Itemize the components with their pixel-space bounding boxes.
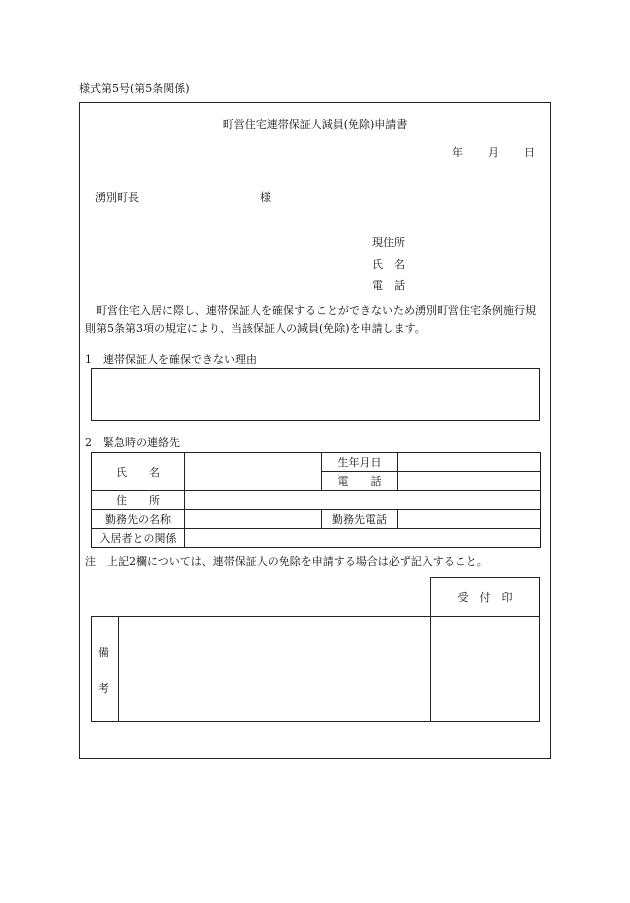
- contact-name-field[interactable]: [185, 453, 322, 491]
- addressee-honorific: 様: [260, 191, 271, 204]
- date-day-label: 日: [524, 146, 535, 159]
- contact-birthdate-field[interactable]: [398, 453, 541, 472]
- section2-heading: 2 緊急時の連絡先: [85, 436, 180, 449]
- remarks-label-2: 考: [98, 682, 109, 695]
- form-title: 町営住宅連帯保証人減員(免除)申請書: [222, 118, 408, 131]
- reception-stamp-area[interactable]: [432, 617, 539, 721]
- applicant-name-label: 氏 名: [372, 258, 405, 271]
- contact-phone-label: 電 話: [322, 472, 398, 491]
- reason-box[interactable]: [91, 368, 540, 421]
- remarks-field[interactable]: [120, 617, 429, 721]
- addressee-name: 湧別町長: [95, 191, 139, 204]
- contact-address-label: 住 所: [92, 491, 185, 510]
- contact-workplace-field[interactable]: [185, 510, 322, 529]
- application-statement: 町営住宅入居に際し、連帯保証人を確保することができないため湧別町営住宅条例施行規則第5条第3項の規定により、当該保証人の減員(免除)を申請します。: [85, 304, 536, 335]
- applicant-address-label: 現住所: [372, 236, 405, 249]
- contact-name-label: 氏 名: [92, 453, 185, 491]
- contact-birthdate-label: 生年月日: [322, 453, 398, 472]
- contact-address-field[interactable]: [185, 491, 541, 510]
- contact-work-phone-field[interactable]: [398, 510, 541, 529]
- contact-relation-field[interactable]: [185, 529, 541, 548]
- applicant-phone-label: 電 話: [372, 279, 405, 292]
- reception-stamp-label: 受 付 印: [457, 591, 513, 604]
- contact-phone-field[interactable]: [398, 472, 541, 491]
- contact-table: [91, 452, 541, 548]
- remarks-divider: [430, 616, 431, 722]
- remarks-label-1: 備: [98, 646, 109, 659]
- date-year-label: 年: [452, 146, 463, 159]
- contact-relation-label: 入居者との関係: [92, 529, 185, 548]
- remarks-label-column: [91, 616, 119, 722]
- section1-heading: 1 連帯保証人を確保できない理由: [85, 353, 257, 366]
- form-number: 様式第5号(第5条関係): [79, 82, 190, 95]
- contact-workplace-label: 勤務先の名称: [92, 510, 185, 529]
- date-month-label: 月: [488, 146, 499, 159]
- contact-work-phone-label: 勤務先電話: [322, 510, 398, 529]
- note-text: 注 上記2欄については、連帯保証人の免除を申請する場合は必ず記入すること。: [85, 555, 488, 568]
